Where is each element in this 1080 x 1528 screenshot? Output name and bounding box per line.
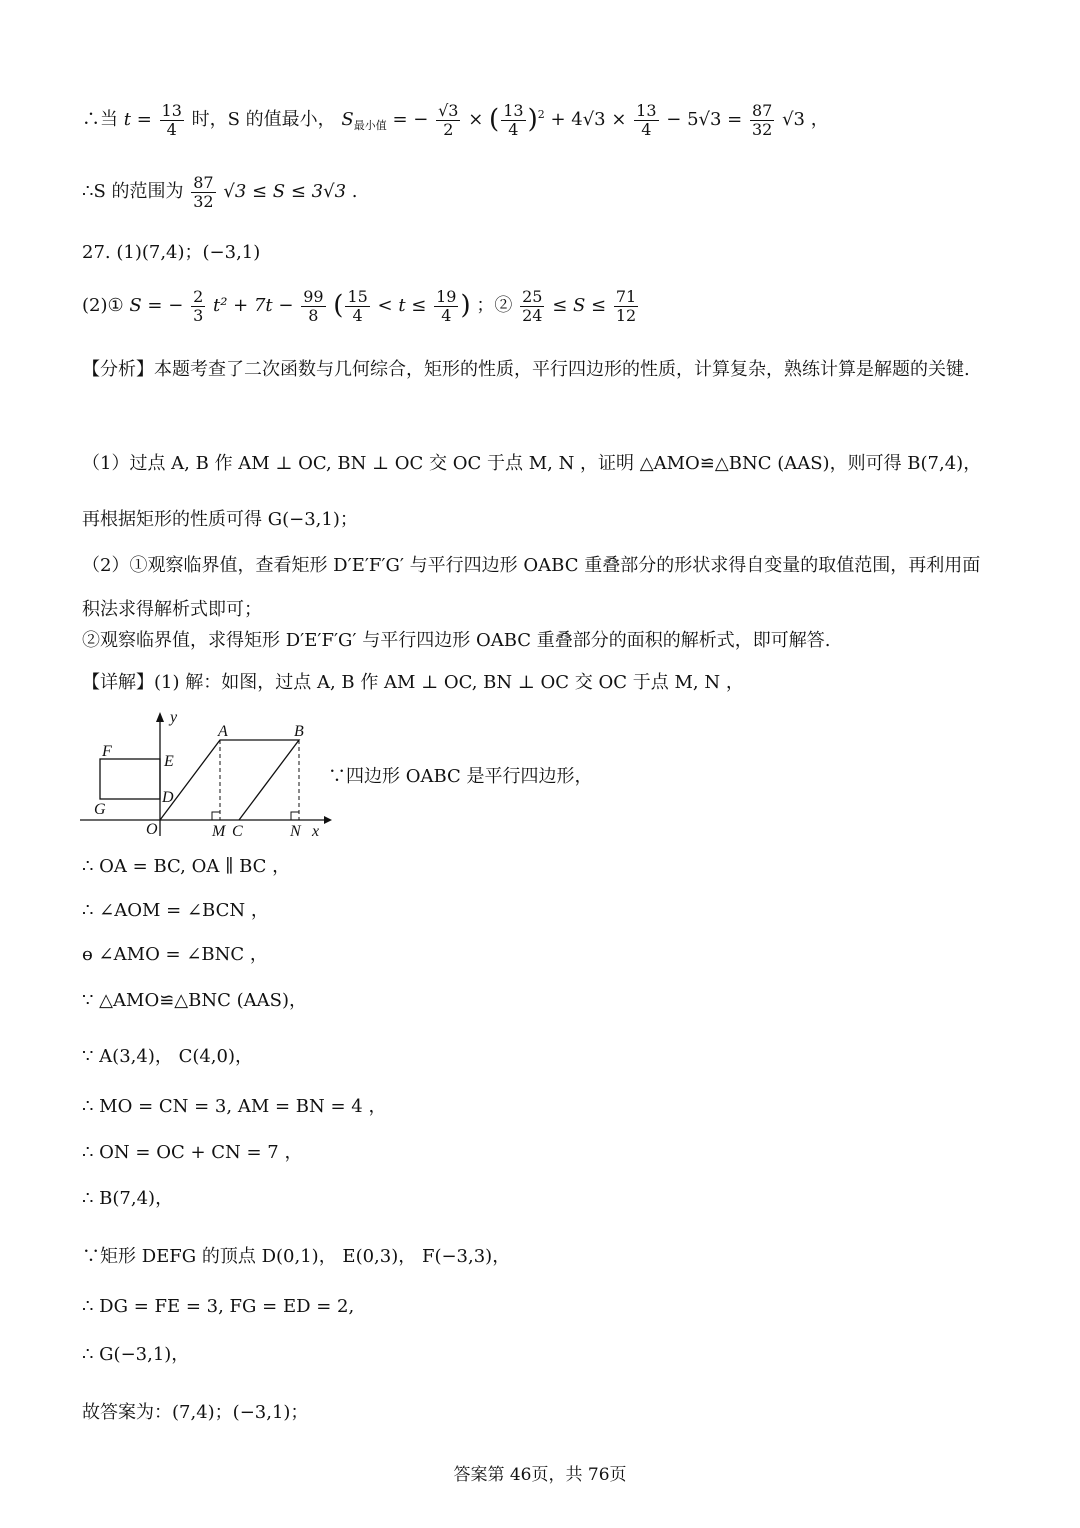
- den: 3: [193, 305, 204, 325]
- step-1: ∴ OA = BC, OA ∥ BC ，: [82, 856, 291, 877]
- fraction: [345, 288, 369, 324]
- fraction: [160, 102, 184, 138]
- label-a: A: [218, 723, 228, 740]
- fraction: [191, 288, 205, 324]
- num: 99: [303, 287, 324, 306]
- fraction: [750, 102, 774, 138]
- num: 87: [751, 101, 773, 120]
- final-answer: 故答案为：(7,4)；(−3,1)；: [82, 1402, 309, 1423]
- label-b: B: [294, 723, 304, 740]
- t-var: t =: [123, 109, 152, 131]
- fraction: [501, 102, 525, 138]
- analysis-part-1: （1）过点 A, B 作 AM ⊥ OC, BN ⊥ OC 交 OC 于点 M, N ，证明 △AMO≌△BNC (AAS)，则可得 B(7,4)，再根据矩形的性质可得 G(−3,1)；: [82, 453, 982, 530]
- text: (2)①: [82, 295, 124, 317]
- right-angle-n: [291, 812, 299, 820]
- expr: t² + 7t −: [212, 295, 294, 317]
- num: 25: [522, 287, 543, 306]
- num: 15: [347, 287, 368, 306]
- label-o: O: [146, 821, 158, 838]
- text: 时，S 的值最小，: [191, 109, 336, 131]
- step-3: ɵ ∠AMO = ∠BNC ，: [82, 944, 268, 965]
- step-9: ∵矩形 DEFG 的顶点 D(0,1)， E(0,3)， F(−3,3)，: [82, 1246, 511, 1267]
- paren: ): [460, 290, 471, 321]
- den: 4: [508, 119, 519, 139]
- right-angle-m: [212, 812, 220, 820]
- step-6: ∴ MO = CN = 3, AM = BN = 4 ，: [82, 1096, 387, 1117]
- den: 12: [615, 305, 637, 325]
- num: 19: [436, 287, 457, 306]
- s-label: S: [341, 109, 354, 131]
- sqrt: √3: [782, 109, 805, 131]
- line-s-min: [82, 102, 829, 138]
- fraction: [301, 288, 325, 324]
- den: 2: [443, 119, 454, 139]
- x-arrow: [324, 816, 332, 824]
- rectangle-defg: [100, 759, 160, 799]
- label-n: N: [290, 823, 301, 840]
- fraction: [634, 102, 658, 138]
- den: 4: [352, 305, 363, 325]
- num: 87: [193, 173, 214, 192]
- num: 2: [193, 287, 204, 306]
- fraction: [520, 288, 544, 324]
- step-8: ∴ B(7,4)，: [82, 1188, 174, 1209]
- parallelogram: [160, 740, 299, 820]
- num: 13: [161, 101, 182, 120]
- label-x: x: [312, 823, 320, 840]
- analysis-part-3: ②观察临界值，求得矩形 D′E′F′G′ 与平行四边形 OABC 重叠部分的面积的解析式，即可解答.: [82, 630, 831, 651]
- paren: (: [489, 104, 500, 135]
- y-arrow: [156, 712, 164, 722]
- paren: (: [333, 290, 344, 321]
- q27-answer-1: 27. (1)(7,4)；(−3,1): [82, 242, 261, 263]
- den: 32: [193, 191, 214, 211]
- detail-intro: 【详解】(1) 解：如图，过点 A, B 作 AM ⊥ OC, BN ⊥ OC 交 OC 于点 M, N ，: [82, 672, 744, 693]
- text: .: [351, 181, 358, 203]
- fraction: [614, 288, 638, 324]
- step-7: ∴ ON = OC + CN = 7 ，: [82, 1142, 303, 1163]
- text: ∴当: [82, 109, 118, 131]
- power: 2: [537, 108, 545, 122]
- den: 24: [522, 305, 543, 325]
- num: √3: [438, 101, 459, 120]
- expr: S = −: [129, 295, 184, 317]
- label-g: G: [94, 801, 106, 818]
- analysis-paragraph: 【分析】本题考查了二次函数与几何综合，矩形的性质，平行四边形的性质，计算复杂，熟练计算是解题的关键.: [82, 359, 970, 380]
- expr: − 5√3 =: [666, 109, 743, 131]
- step-2: ∴ ∠AOM = ∠BCN ，: [82, 900, 269, 921]
- label-d: D: [162, 789, 174, 806]
- fraction: [191, 174, 215, 210]
- label-m: M: [212, 823, 226, 840]
- text: ；②: [476, 295, 513, 317]
- expr: + 4√3 ×: [550, 109, 627, 131]
- num: 71: [615, 287, 637, 306]
- times: ×: [468, 109, 484, 131]
- step-5: ∵ A(3,4)， C(4,0)，: [82, 1046, 254, 1067]
- den: 4: [166, 119, 177, 139]
- paren: ): [527, 104, 538, 135]
- den: 32: [751, 119, 773, 139]
- label-y: y: [170, 709, 178, 726]
- num: 13: [503, 101, 524, 120]
- den: 8: [308, 305, 319, 325]
- label-e: E: [164, 753, 174, 770]
- coordinate-figure: [80, 708, 340, 843]
- fraction: [436, 102, 460, 138]
- expr: ≤ S ≤: [552, 295, 607, 317]
- step-10: ∴ DG = FE = 3, FG = ED = 2,: [82, 1296, 355, 1317]
- text: ∴S 的范围为: [82, 181, 184, 203]
- analysis-part-2: （2）①观察临界值，查看矩形 D′E′F′G′ 与平行四边形 OABC 重叠部分的形状求得自变量的取值范围，再利用面积法求得解析式即可；: [82, 555, 981, 620]
- text: ，: [810, 109, 829, 131]
- step-4: ∵ △AMO≌△BNC (AAS)，: [82, 990, 307, 1011]
- step-11: ∴ G(−3,1)，: [82, 1344, 190, 1365]
- expr: = −: [392, 109, 429, 131]
- den: 4: [641, 119, 652, 139]
- label-c: C: [232, 823, 243, 840]
- num: 13: [636, 101, 657, 120]
- label-f: F: [102, 743, 112, 760]
- fraction: [434, 288, 458, 324]
- figure-note: ∵四边形 OABC 是平行四边形，: [328, 766, 593, 787]
- expr: < t ≤: [377, 295, 427, 317]
- q27-answer-2: [82, 288, 640, 324]
- line-s-range: [82, 174, 358, 210]
- den: 4: [441, 305, 452, 325]
- expr: √3 ≤ S ≤ 3√3: [223, 181, 347, 203]
- subscript: 最小值: [353, 119, 387, 133]
- page-footer: 答案第 46页，共 76页: [453, 1465, 627, 1485]
